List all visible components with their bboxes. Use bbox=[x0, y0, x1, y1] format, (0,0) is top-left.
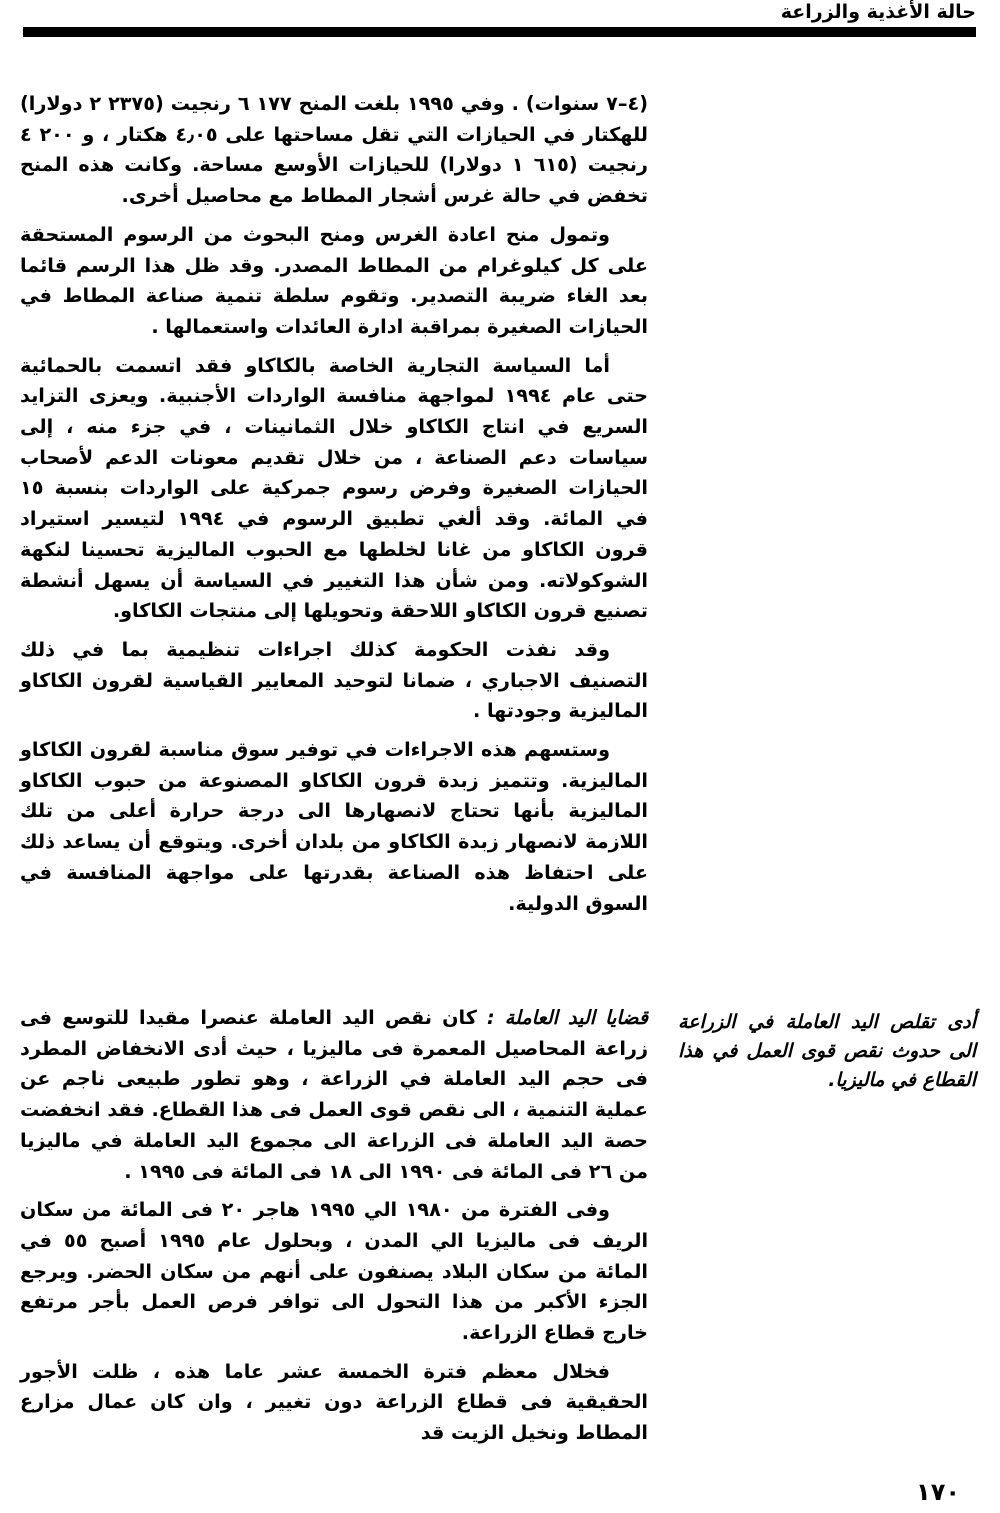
page-number: ١٧٠ bbox=[916, 1478, 960, 1506]
paragraph-rubber-grants: (٤–٧ سنوات) . وفي ١٩٩٥ بلغت المنح ١٧٧ ٦ رنجيت (٢٣٧٥ ٢ دولارا) للهكتار في الحيازات التي تقل مساحتها على ٤٫٠٥ هكتار ، و ٢٠٠ ٤ رنجيت (٦١٥ ١ دولارا) للحيازات الأوسع مساحة. وكانت هذه المنح تخفض في حالة غرس أشجار المطاط مع محاصيل أخرى. bbox=[20, 92, 648, 208]
paragraph-rural-migration: وفى الفترة من ١٩٨٠ الي ١٩٩٥ هاجر ٢٠ فى المائة من سكان الريف فى ماليزيا الي المدن ، وبحلول عام ١٩٩٥ أصبح ٥٥ في المائة من سكان البلاد يصنفون على أنهم من سكان الحضر. ويرجع الجزء الأكبر من هذا التحول الى توافر فرص العمل بأجر مرتفع خارج قطاع الزراعة. bbox=[20, 1198, 649, 1345]
running-header-title: حالة الأغذية والزراعة bbox=[780, 1, 976, 23]
main-text-section-1 bbox=[20, 89, 648, 927]
paragraph-labour-text: كان نقص اليد العاملة عنصرا مقيدا للتوسع فى زراعة المحاصيل المعمرة فى ماليزيا ، حيث أدى الانخفاض المطرد فى حجم اليد العاملة في الزراعة ، وهو تطور طبيعى ناجم عن عملية التنمية ، الى نقص قوى العمل فى هذا القطاع. فقد انخفضت حصة اليد العاملة فى الزراعة الى مجموع اليد العاملة في ماليزيا من ٢٦ فى المائة فى ١٩٩٠ الى ١٨ فى المائة فى ١٩٩٥ . bbox=[20, 1006, 648, 1183]
main-text-section-2 bbox=[20, 1003, 648, 1457]
paragraph-labour-issues bbox=[20, 1003, 648, 1187]
margin-note: أدى تقلص اليد العاملة في الزراعة الى حدوث نقص قوى العمل في هذا القطاع في ماليزيا. bbox=[678, 1011, 976, 1091]
header-rule bbox=[23, 27, 976, 37]
paragraph-cocoa-regulation: وقد نفذت الحكومة كذلك اجراءات تنظيمية بما في ذلك التصنيف الاجباري ، ضمانا لتوحيد المعايير القياسية لقرون الكاكاو الماليزية وجودتها . bbox=[20, 637, 648, 723]
run-in-heading-labour: قضايا اليد العاملة : bbox=[486, 1006, 649, 1029]
paragraph-real-wages: فخلال معظم فترة الخمسة عشر عاما هذه ، ظلت الأجور الحقيقية فى قطاع الزراعة دون تغيير ، وان كان عمال مزارع المطاط ونخيل الزيت قد bbox=[20, 1359, 648, 1445]
paragraph-cocoa-market: وستسهم هذه الاجراءات في توفير سوق مناسبة لقرون الكاكاو الماليزية. وتتميز زبدة قرون الكاكاو المصنوعة من حبوب الكاكاو الماليزية بأنها تحتاج لانصهارها الى درجة حرارة أعلى من تلك اللازمة لانصهار زبدة الكاكاو من بلدان أخرى. ويتوقع أن يساعد ذلك على احتفاظ هذه الصناعة بقدرتها على مواجهة المنافسة في السوق الدولية. bbox=[20, 738, 648, 915]
paragraph-replanting-funding: وتمول منح اعادة الغرس ومنح البحوث من الرسوم المستحقة على كل كيلوغرام من المطاط المصدر. وقد ظل هذا الرسم قائما بعد الغاء ضريبة التصدير. وتقوم سلطة تنمية صناعة المطاط في الحيازات الصغيرة بمراقبة ادارة العائدات واستعمالها . bbox=[20, 222, 648, 338]
paragraph-cocoa-trade-policy: أما السياسة التجارية الخاصة بالكاكاو فقد اتسمت بالحمائية حتى عام ١٩٩٤ لمواجهة منافسة الواردات الأجنبية. ويعزى التزايد السريع في انتاج الكاكاو خلال الثمانينات ، في جزء منه ، إلى سياسات دعم الصناعة ، من خلال تقديم معونات الدعم لأصحاب الحيازات الصغيرة وفرض رسوم جمركية على الواردات بنسبة ١٥ في المائة. وقد ألغي تطبيق الرسوم في ١٩٩٤ لتيسير استيراد قرون الكاكاو من غانا لخلطها مع الحبوب الماليزية تحسينا لنكهة الشوكولاته. ومن شأن هذا التغيير في السياسة أن يسهل أنشطة تصنيع قرون الكاكاو اللاحقة وتحويلها إلى منتجات الكاكاو. bbox=[20, 353, 648, 623]
